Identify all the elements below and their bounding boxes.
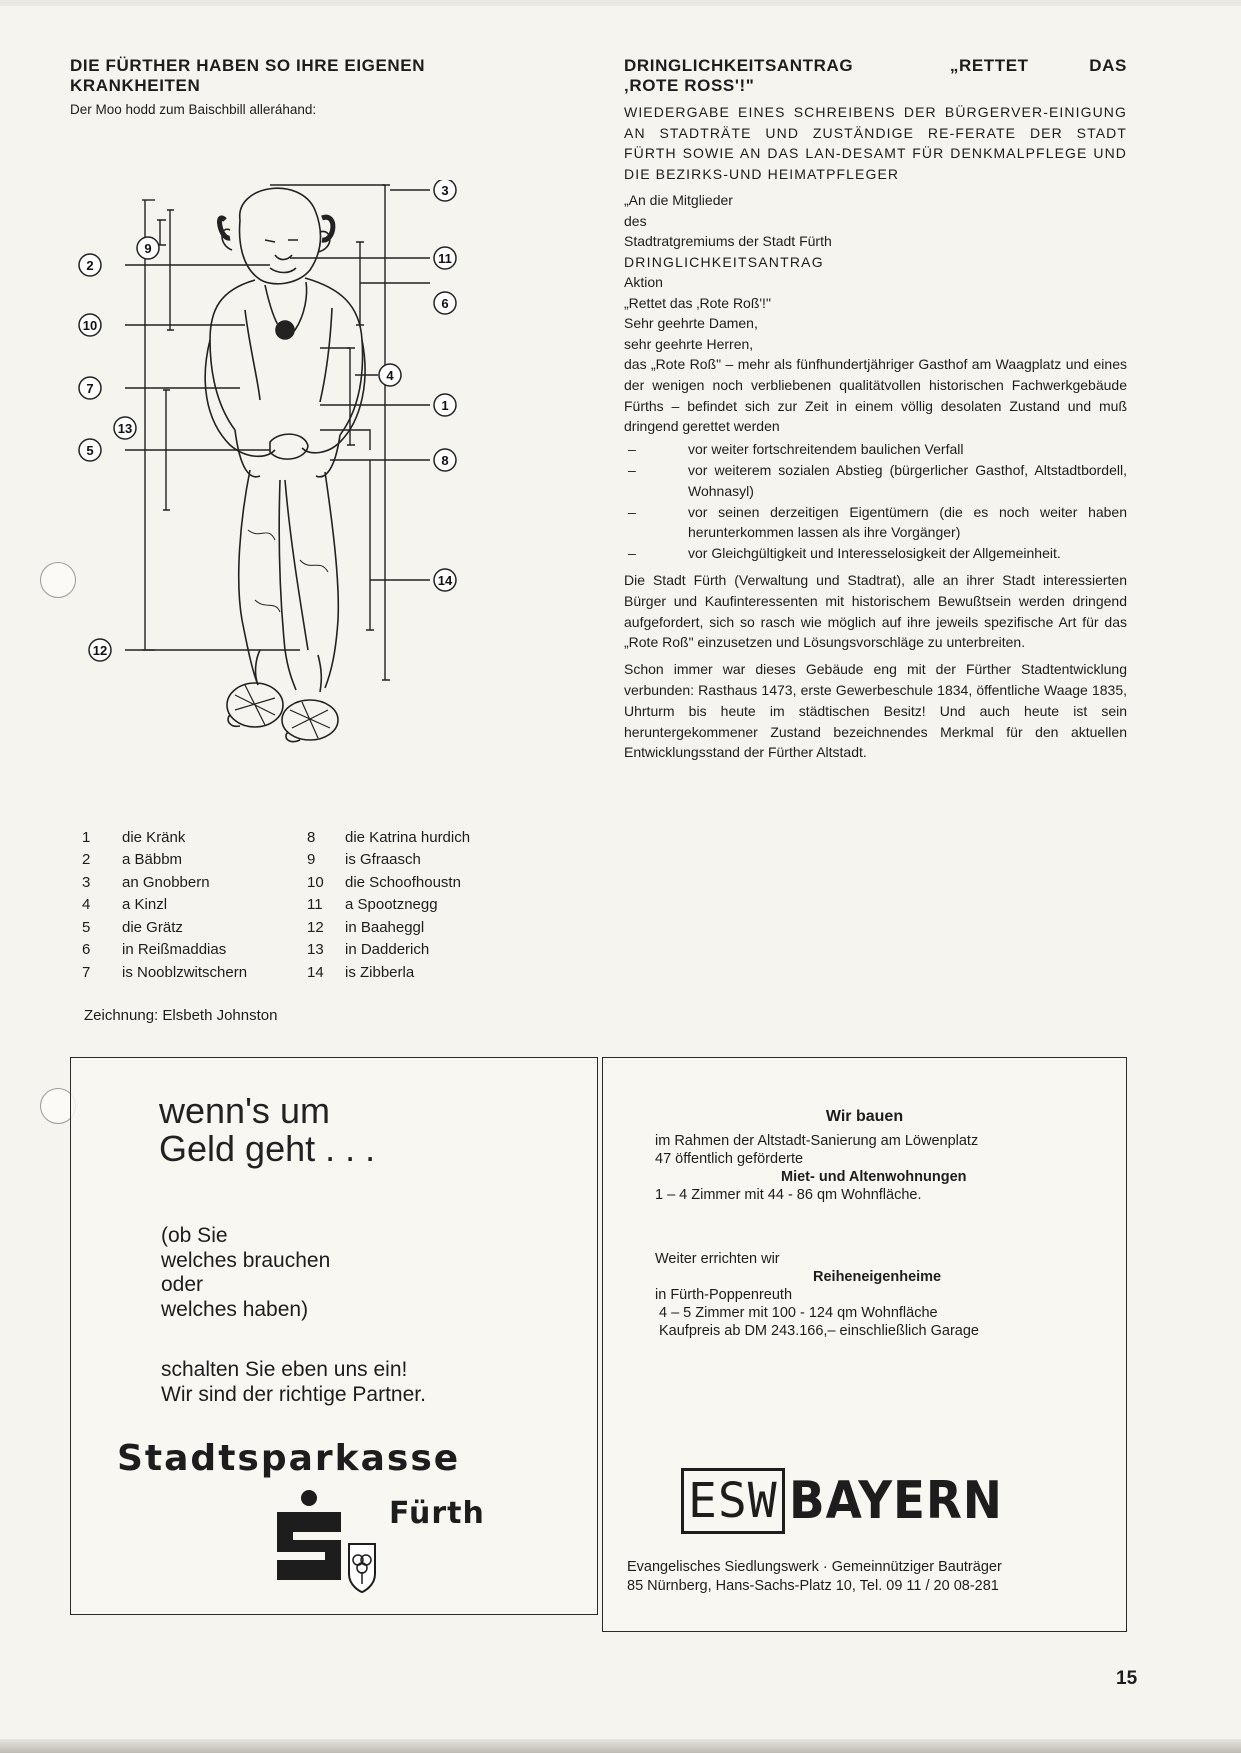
figure-drawing bbox=[70, 180, 520, 800]
sparkasse-ad bbox=[70, 1057, 598, 1615]
legend-item: 13 in Dadderich bbox=[307, 941, 430, 959]
legend-item: 14 is Zibberla bbox=[307, 963, 415, 981]
left-article-title-line1: DIE FÜRTHER HABEN SO IHRE EIGENEN bbox=[70, 56, 426, 75]
legend-item: 3 an Gnobbern bbox=[82, 873, 210, 891]
esw-line-3: Miet- und Altenwohnungen bbox=[781, 1169, 967, 1185]
letter-antrag: DRINGLICHKEITSANTRAG bbox=[624, 253, 824, 270]
left-article-subtitle: Der Moo hodd zum Baischbill alleráhand: bbox=[70, 102, 317, 117]
esw-line-4: 1 – 4 Zimmer mit 44 - 86 qm Wohnfläche. bbox=[655, 1187, 922, 1203]
esw-line-7: in Fürth-Poppenreuth bbox=[655, 1287, 793, 1303]
figure-label-4: 4 bbox=[386, 368, 394, 383]
legend-item: 7 is Nooblzwitschern bbox=[82, 963, 248, 981]
legend-item: 5 die Grätz bbox=[82, 918, 183, 936]
esw-heading: Wir bauen bbox=[825, 1108, 904, 1125]
letter-address-des: des bbox=[624, 212, 647, 229]
legend-item: 6 in Reißmaddias bbox=[82, 941, 227, 959]
esw-logo-boxed: ESW bbox=[681, 1468, 785, 1534]
legend-item: 11 a Spootznegg bbox=[307, 896, 438, 914]
sparkasse-city: Fürth bbox=[389, 1496, 485, 1531]
esw-line-1: im Rahmen der Altstadt-Sanierung am Löwenplatz bbox=[655, 1133, 979, 1149]
figure-label-3: 3 bbox=[441, 183, 449, 198]
esw-ad bbox=[602, 1057, 1127, 1632]
figure-label-6: 6 bbox=[441, 296, 449, 311]
sparkasse-text-1: (ob Sie welches brauchen oder welches haben) bbox=[161, 1224, 331, 1321]
left-article-title-line2: KRANKHEITEN bbox=[70, 76, 201, 95]
letter-greeting-2: sehr geehrte Herren, bbox=[624, 335, 754, 352]
esw-line-6: Reiheneigenheime bbox=[813, 1269, 942, 1285]
legend-item: 10 die Schoofhoustn bbox=[307, 873, 461, 891]
legend-item: 4 a Kinzl bbox=[82, 896, 168, 914]
legend-item: 12 in Baaheggl bbox=[307, 918, 425, 936]
right-article bbox=[624, 56, 1127, 763]
figure-label-9: 9 bbox=[144, 241, 152, 256]
figure-label-8: 8 bbox=[441, 453, 449, 468]
page-number: 15 bbox=[1116, 1668, 1138, 1689]
right-article-title-line2: ‚ROTE ROSS'!" bbox=[624, 76, 755, 95]
figure-label-13: 13 bbox=[117, 421, 133, 436]
esw-footer: Evangelisches Siedlungswerk · Gemeinnütziger Bauträger 85 Nürnberg, Hans-Sachs-Platz 10, Tel. 09 11 / 20 08-281 bbox=[627, 1559, 1002, 1594]
letter-paragraph-3: Schon immer war dieses Gebäude eng mit der Fürther Stadtentwicklung verbunden: Rasthaus 1473, erste Gewerbeschule 1834, öffentliche Waage 1835, Uhrturm bis heute im städtischen Besitz! Und auch heute ist sein heruntergekommener Zustand bezeichnendes Merkmal für den aktuellen Entwicklungsstand der Fürther Altstadt. bbox=[624, 661, 1127, 761]
scan-bottom-edge bbox=[0, 1739, 1241, 1753]
letter-aktion: Aktion bbox=[624, 274, 663, 290]
figure-label-5: 5 bbox=[86, 443, 94, 458]
figure-label-14: 14 bbox=[437, 573, 453, 588]
letter-paragraph-2: Die Stadt Fürth (Verwaltung und Stadtrat), alle an ihrer Stadt interessierten Bürger und Kaufinteressenten mit historischem Bewußtsein werden dringend aufgefordert, sich so rasch wie möglich auf ihre jeweils spezifische Art für das „Rote Roß" einzusetzen und Lösungsvorschläge zu unterbreiten. bbox=[624, 571, 1127, 651]
figure-label-10: 10 bbox=[82, 318, 98, 333]
figure-label-11: 11 bbox=[438, 251, 452, 266]
esw-line-5: Weiter errichten wir bbox=[655, 1251, 780, 1267]
legend-item: 9 is Gfraasch bbox=[307, 851, 421, 869]
sparkasse-headline: wenn's um Geld geht . . . bbox=[159, 1090, 376, 1169]
figure-label-7: 7 bbox=[86, 381, 94, 396]
list-item: – vor Gleichgültigkeit und Interesselosigkeit der Allgemeinheit. bbox=[628, 545, 1061, 562]
figure-label-2: 2 bbox=[86, 258, 94, 273]
left-article bbox=[70, 56, 540, 117]
esw-logo bbox=[681, 1468, 1026, 1534]
drawing-credit: Zeichnung: Elsbeth Johnston bbox=[84, 1007, 278, 1024]
figure-legend bbox=[82, 826, 552, 984]
right-article-subhead: WIEDERGABE EINES SCHREIBENS DER BÜRGERVER-EINIGUNG AN STADTRÄTE UND ZUSTÄNDIGE RE-FERATE DER STADT FÜRTH SOWIE AN DAS LAN-DESAMT FÜR DENKMALPFLEGE UND DIE BEZIRKS-UND HEIMATPFLEGER bbox=[624, 104, 1127, 182]
letter-address-to: „An die Mitglieder bbox=[624, 192, 733, 208]
list-item: – vor weiterem sozialen Abstieg (bürgerlicher Gasthof, Altstadtbordell, Wohnasyl) bbox=[628, 461, 1127, 499]
sparkasse-brand: Stadtsparkasse bbox=[117, 1438, 461, 1479]
list-item: – vor seinen derzeitigen Eigentümern (die es noch weiter haben herunterkommen lassen als ihre Vorgänger) bbox=[628, 503, 1127, 541]
letter-greeting-1: Sehr geehrte Damen, bbox=[624, 315, 758, 331]
legend-item: 1 die Kränk bbox=[82, 828, 186, 846]
esw-line-9: Kaufpreis ab DM 243.166,– einschließlich Garage bbox=[659, 1323, 979, 1339]
esw-line-2: 47 öffentlich geförderte bbox=[655, 1151, 804, 1167]
figure-label-1: 1 bbox=[441, 398, 449, 413]
letter-aktion-title: „Rettet das ‚Rote Roß'!" bbox=[624, 294, 771, 311]
sparkasse-logo-icon bbox=[271, 1488, 381, 1598]
legend-item: 2 a Bäbbm bbox=[82, 851, 183, 869]
letter-paragraph-1: das „Rote Roß" – mehr als fünfhundertjähriger Gasthof am Waagplatz und eines der wenigen noch verbliebenen qualitätvollen historischen Fachwerkgebäude Fürths – befindet sich zur Zeit in einem völlig desolaten Zustand und muß dringend gerettet werden bbox=[624, 356, 1127, 435]
letter-dash-list bbox=[624, 439, 1127, 564]
esw-line-8: 4 – 5 Zimmer mit 100 - 124 qm Wohnfläche bbox=[659, 1305, 938, 1321]
list-item: – vor weiter fortschreitendem baulichen Verfall bbox=[628, 441, 964, 458]
esw-logo-solid: BAYERN bbox=[788, 1471, 1003, 1531]
sparkasse-text-2: schalten Sie eben uns ein! Wir sind der richtige Partner. bbox=[161, 1358, 426, 1406]
scan-top-edge bbox=[0, 0, 1241, 6]
right-article-title-line1: DRINGLICHKEITSANTRAG „RETTET DAS bbox=[624, 56, 1127, 75]
letter-address-gremium: Stadtratgremiums der Stadt Fürth bbox=[624, 233, 832, 249]
figure-label-12: 12 bbox=[92, 643, 108, 658]
legend-item: 8 die Katrina hurdich bbox=[307, 828, 471, 846]
